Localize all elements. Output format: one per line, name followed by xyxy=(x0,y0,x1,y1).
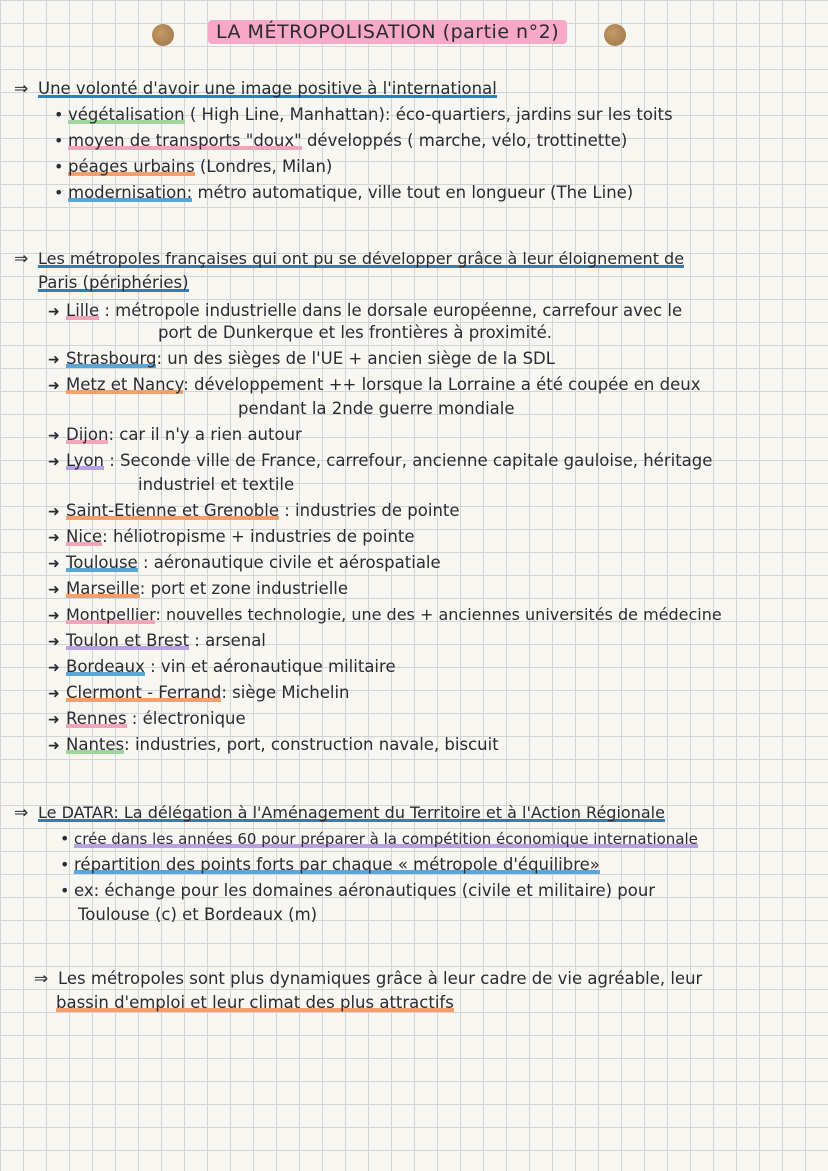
city-name: Metz et Nancy xyxy=(66,375,184,394)
section1-heading: ⇒ Une volonté d'avoir une image positive à l'international xyxy=(14,79,497,99)
arrow-right-icon: ➜ xyxy=(48,378,60,394)
item-term: moyen de transports "doux" xyxy=(68,131,302,150)
city-name: Bordeaux xyxy=(66,657,145,676)
section1-item: • moyen de transports "doux" développés ( marche, vélo, trottinette) xyxy=(54,131,628,150)
item-term: péages urbains xyxy=(68,157,195,176)
item-term: végétalisation xyxy=(68,105,185,124)
arrow-right-icon: ➜ xyxy=(48,686,60,702)
bullet-icon: • xyxy=(60,881,70,900)
city-name: Marseille xyxy=(66,579,140,598)
city-name: Toulon et Brest xyxy=(66,631,190,650)
city-name: Lyon xyxy=(66,451,104,470)
bullet-icon: • xyxy=(54,183,64,202)
arrow-right-icon: ➜ xyxy=(48,504,60,520)
double-arrow-icon: ⇒ xyxy=(14,249,29,269)
section3-heading: ⇒ Le DATAR: La délégation à l'Aménagement du Territoire et à l'Action Régionale xyxy=(14,803,665,823)
arrow-right-icon: ➜ xyxy=(48,304,60,320)
arrow-right-icon: ➜ xyxy=(48,582,60,598)
section2-heading: ⇒ Les métropoles françaises qui ont pu se développer grâce à leur éloignement de xyxy=(14,249,685,269)
section2-heading-cont: Paris (périphéries) xyxy=(38,273,189,292)
section3-item-cont: Toulouse (c) et Bordeaux (m) xyxy=(78,905,318,924)
arrow-right-icon: ➜ xyxy=(48,454,60,470)
city-item: ➜ Saint-Etienne et Grenoble : industries de pointe xyxy=(48,500,460,523)
section4-line2: bassin d'emploi et leur climat des plus attractifs xyxy=(56,993,454,1012)
city-item: ➜ Marseille: port et zone industrielle xyxy=(48,578,348,601)
section1-item: • végétalisation ( High Line, Manhattan): éco-quartiers, jardins sur les toits xyxy=(54,105,673,124)
circle-sticker-right xyxy=(604,24,626,46)
arrow-right-icon: ➜ xyxy=(48,608,60,624)
arrow-right-icon: ➜ xyxy=(48,428,60,444)
city-name: Rennes xyxy=(66,709,127,728)
section4-line1: ⇒ Les métropoles sont plus dynamiques grâce à leur cadre de vie agréable, leur xyxy=(34,969,703,989)
city-name: Toulouse xyxy=(66,553,138,572)
city-item: ➜ Clermont - Ferrand: siège Michelin xyxy=(48,682,350,705)
bullet-icon: • xyxy=(54,105,64,124)
city-item: ➜ Bordeaux : vin et aéronautique militaire xyxy=(48,656,396,679)
arrow-right-icon: ➜ xyxy=(48,634,60,650)
section1-item: • modernisation: métro automatique, ville tout en longueur (The Line) xyxy=(54,183,634,202)
city-item: ➜ Metz et Nancy: développement ++ lorsque la Lorraine a été coupée en deux xyxy=(48,374,700,397)
double-arrow-icon: ⇒ xyxy=(14,79,29,99)
double-arrow-icon: ⇒ xyxy=(14,803,29,823)
city-name: Montpellier xyxy=(66,605,156,624)
city-item: ➜ Toulon et Brest : arsenal xyxy=(48,630,266,653)
city-item: ➜ Nantes: industries, port, construction navale, biscuit xyxy=(48,734,499,757)
page-title: LA MÉTROPOLISATION (partie n°2) xyxy=(208,20,567,44)
circle-sticker-left xyxy=(152,24,174,46)
city-name: Strasbourg xyxy=(66,349,157,368)
arrow-right-icon: ➜ xyxy=(48,738,60,754)
city-item-cont: pendant la 2nde guerre mondiale xyxy=(238,399,515,418)
city-item: ➜ Montpellier: nouvelles technologie, une des + anciennes universités de médecine xyxy=(48,604,722,627)
city-item-cont: port de Dunkerque et les frontières à proximité. xyxy=(158,323,553,342)
city-item: ➜ Lyon : Seconde ville de France, carrefour, ancienne capitale gauloise, héritage xyxy=(48,450,712,473)
double-arrow-icon: ⇒ xyxy=(34,969,49,989)
arrow-right-icon: ➜ xyxy=(48,660,60,676)
item-term: modernisation: xyxy=(68,183,193,202)
city-name: Saint-Etienne et Grenoble xyxy=(66,501,279,520)
arrow-right-icon: ➜ xyxy=(48,712,60,728)
city-item: ➜ Dijon: car il n'y a rien autour xyxy=(48,424,302,447)
arrow-right-icon: ➜ xyxy=(48,352,60,368)
arrow-right-icon: ➜ xyxy=(48,530,60,546)
city-item: ➜ Strasbourg: un des sièges de l'UE + ancien siège de la SDL xyxy=(48,348,555,371)
city-item: ➜ Rennes : électronique xyxy=(48,708,246,731)
section3-item: • ex: échange pour les domaines aéronautiques (civile et militaire) pour xyxy=(60,881,656,900)
section1-item: • péages urbains (Londres, Milan) xyxy=(54,157,333,176)
city-name: Nantes xyxy=(66,735,125,754)
section3-item: • répartition des points forts par chaque « métropole d'équilibre» xyxy=(60,855,600,874)
city-name: Lille xyxy=(66,301,100,320)
bullet-icon: • xyxy=(54,157,64,176)
city-name: Clermont - Ferrand xyxy=(66,683,222,702)
city-name: Nice xyxy=(66,527,103,546)
city-item: ➜ Toulouse : aéronautique civile et aérospatiale xyxy=(48,552,441,575)
section3-item: • crée dans les années 60 pour préparer à la compétition économique internationale xyxy=(60,829,698,848)
bullet-icon: • xyxy=(60,855,70,874)
city-item: ➜ Nice: héliotropisme + industries de pointe xyxy=(48,526,415,549)
arrow-right-icon: ➜ xyxy=(48,556,60,572)
bullet-icon: • xyxy=(54,131,64,150)
city-item-cont: industriel et textile xyxy=(138,475,295,494)
city-name: Dijon xyxy=(66,425,109,444)
city-item: ➜ Lille : métropole industrielle dans le dorsale européenne, carrefour avec le xyxy=(48,300,682,323)
title-area xyxy=(0,18,828,58)
bullet-icon: • xyxy=(60,829,70,848)
